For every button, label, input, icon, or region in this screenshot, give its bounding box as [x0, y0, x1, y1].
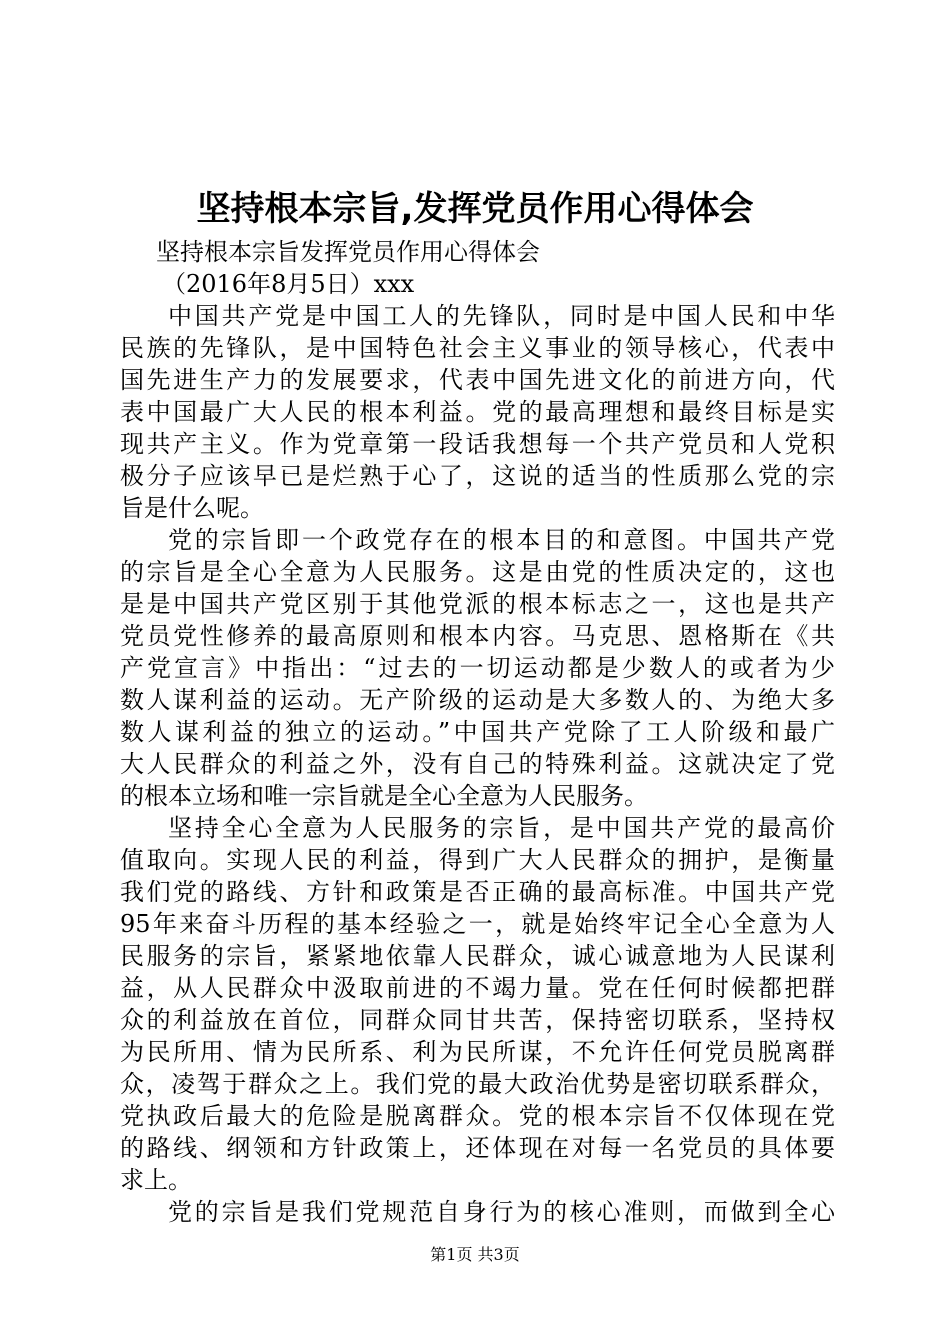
paragraph-line: 产党宣言》中指出：“过去的一切运动都是少数人的或者为少: [120, 654, 835, 682]
subtitle-line: 坚持根本宗旨发挥党员作用心得体会: [156, 238, 540, 266]
paragraph-line: 的根本立场和唯一宗旨就是全心全意为人民服务。: [120, 782, 648, 810]
paragraph-line: 求上。: [120, 1166, 192, 1194]
paragraph-line: 民服务的宗旨，紧紧地依靠人民群众，诚心诚意地为人民谋利: [120, 942, 835, 970]
paragraph-line: 众的利益放在首位，同群众同甘共苦，保持密切联系，坚持权: [120, 1006, 835, 1034]
paragraph-line: 数人谋利益的运动。无产阶级的运动是大多数人的、为绝大多: [120, 686, 835, 714]
paragraph-line: 极分子应该早已是烂熟于心了，这说的适当的性质那么党的宗: [120, 462, 835, 490]
document-title: 坚持根本宗旨,发挥党员作用心得体会: [196, 189, 754, 229]
paragraph-line: 旨是什么呢。: [120, 494, 264, 522]
paragraph-line: 大人民群众的利益之外，没有自己的特殊利益。这就决定了党: [120, 750, 835, 778]
paragraph-line: 数人谋利益的独立的运动。”中国共产党除了工人阶级和最广: [120, 718, 835, 746]
paragraph-line: 我们党的路线、方针和政策是否正确的最高标准。中国共产党: [120, 878, 835, 906]
paragraph-line: 为民所用、情为民所系、利为民所谋，不允许任何党员脱离群: [120, 1038, 835, 1066]
paragraph-line: 现共产主义。作为党章第一段话我想每一个共产党员和人党积: [120, 430, 835, 458]
paragraph-line: 益，从人民群众中汲取前进的不竭力量。党在任何时候都把群: [120, 974, 835, 1002]
paragraph-line: 坚持全心全意为人民服务的宗旨，是中国共产党的最高价: [168, 814, 835, 842]
paragraph-line: 表中国最广大人民的根本利益。党的最高理想和最终目标是实: [120, 398, 835, 426]
paragraph-line: 众，凌驾于群众之上。我们党的最大政治优势是密切联系群众，: [120, 1070, 835, 1098]
paragraph-line: 民族的先锋队，是中国特色社会主义事业的领导核心，代表中: [120, 334, 835, 362]
paragraph-line: 党的宗旨是我们党规范自身行为的核心准则，而做到全心: [168, 1198, 835, 1226]
paragraph-line: 国先进生产力的发展要求，代表中国先进文化的前进方向，代: [120, 366, 835, 394]
date-author-line: （2016年8月5日）xxx: [162, 270, 415, 298]
paragraph-line: 95年来奋斗历程的基本经验之一，就是始终牢记全心全意为人: [120, 910, 835, 938]
paragraph-line: 党执政后最大的危险是脱离群众。党的根本宗旨不仅体现在党: [120, 1102, 835, 1130]
document-body: [120, 236, 835, 1228]
paragraph-line: 党员党性修养的最高原则和根本内容。马克思、恩格斯在《共: [120, 622, 835, 650]
paragraph-line: 中国共产党是中国工人的先锋队，同时是中国人民和中华: [168, 302, 835, 330]
page-footer: 第1页 共3页: [430, 1245, 520, 1264]
paragraph-line: 是是中国共产党区别于其他党派的根本标志之一，这也是共产: [120, 590, 835, 618]
paragraph-line: 的宗旨是全心全意为人民服务。这是由党的性质决定的，这也: [120, 558, 835, 586]
paragraph-line: 党的宗旨即一个政党存在的根本目的和意图。中国共产党: [168, 526, 835, 554]
paragraph-line: 值取向。实现人民的利益，得到广大人民群众的拥护，是衡量: [120, 846, 835, 874]
paragraph-line: 的路线、纲领和方针政策上，还体现在对每一名党员的具体要: [120, 1134, 835, 1162]
